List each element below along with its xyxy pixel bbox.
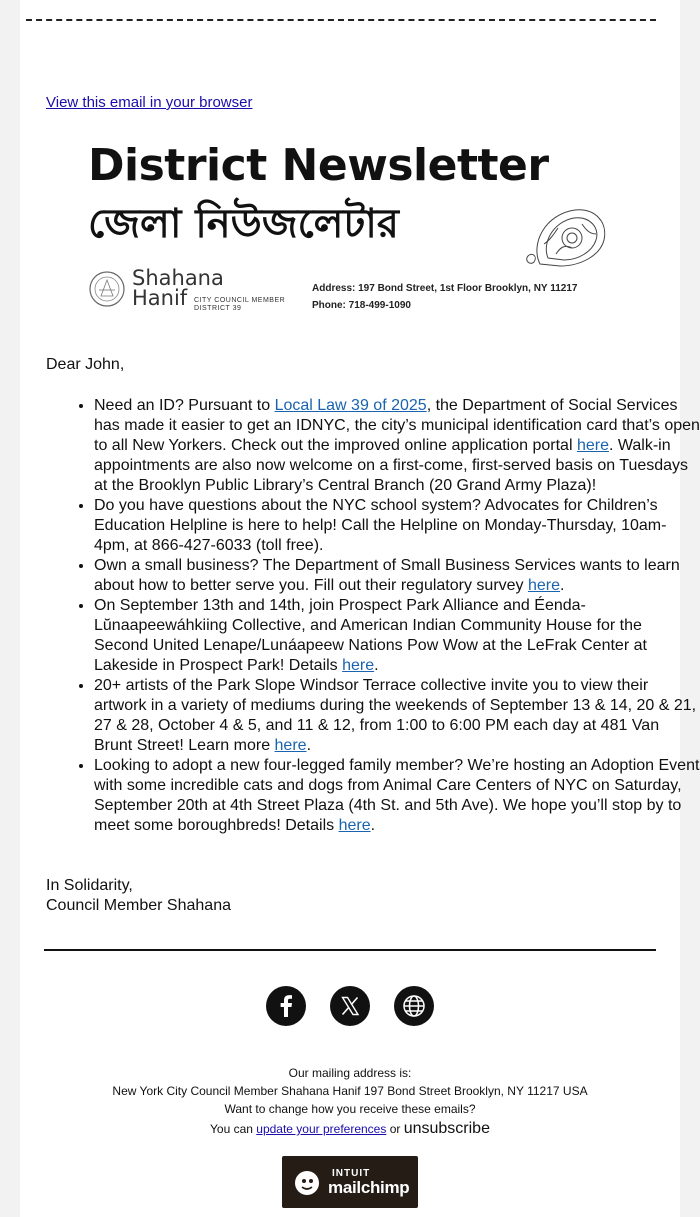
item-text: .: [306, 737, 312, 754]
item-text: 20+ artists of the Park Slope Windsor Terrace collective invite you to view their artwork in a variety of mediums during the weekends of September 13 & 14, 20 & 21, 27 & 28, October 4 & 5, and 11 & 12, from 1:00 to 6:00 PM each day at 481 Van Brunt Street! Learn more: [94, 677, 697, 754]
item-text: .: [370, 817, 376, 834]
council-member-role: [194, 297, 285, 313]
greeting: Dear John,: [46, 356, 125, 373]
role-line-1: CITY COUNCIL MEMBER: [194, 297, 286, 304]
item-text: On September 13th and 14th, join Prospect Park Alliance and Éenda-Lŭnaapeewáhkiing Collective, and American Indian Community House for the Second United Lenape/Lunáapeew Nations Pow Wow at the LeFrak Center at Lakeside in Prospect Park! Details: [94, 597, 647, 674]
mandala-ornament-icon: [520, 204, 610, 270]
nyc-seal-icon: [88, 270, 126, 308]
item-text: Own a small business? The Department of Small Business Services wants to learn about how to better serve you. Fill out their regulatory survey: [94, 557, 680, 594]
freddie-logo-icon: [292, 1168, 322, 1198]
signoff-line-2: Council Member Shahana: [46, 897, 231, 914]
facebook-button[interactable]: [266, 986, 306, 1026]
change-question: Want to change how you receive these emails?: [224, 1102, 476, 1116]
list-item: [94, 496, 700, 556]
list-item: [94, 676, 700, 756]
item-text: .: [374, 657, 379, 674]
top-dashed-divider: [26, 19, 656, 21]
you-can-text: You can: [210, 1122, 257, 1136]
signoff: [46, 876, 231, 916]
facebook-icon: [266, 986, 306, 1026]
globe-icon: [394, 986, 434, 1026]
office-phone: Phone: 718-499-1090: [312, 300, 411, 311]
or-text: or: [386, 1122, 404, 1136]
item-text: . Walk-in appointments are also now welcome on a first-come, first-served basis on Tuesdays at the Brooklyn Public Library’s Central Branch (20 Grand Army Plaza)!: [94, 437, 689, 494]
list-item: [94, 596, 700, 676]
first-name: Shahana: [132, 266, 224, 290]
mailing-address: New York City Council Member Shahana Hanif 197 Bond Street Brooklyn, NY 11217 USA: [112, 1084, 588, 1098]
item-text: .: [560, 577, 565, 594]
idnyc-portal-link[interactable]: here: [576, 437, 609, 454]
last-name: Hanif: [132, 286, 188, 310]
mailchimp-badge[interactable]: [282, 1156, 418, 1208]
mailing-address-label: Our mailing address is:: [288, 1066, 412, 1080]
pow-wow-details-link[interactable]: here: [342, 657, 375, 674]
item-text: Need an ID? Pursuant to: [94, 397, 275, 414]
office-contact: [312, 280, 577, 314]
x-icon: [330, 986, 370, 1026]
role-line-2: DISTRICT 39: [194, 305, 242, 312]
item-text: Looking to adopt a new four-legged family member? We’re hosting an Adoption Event with some incredible cats and dogs from Animal Care Centers of NYC on Saturday, September 20th at 4th Street Plaza (4th St. and 5th Ave). We hope you’ll stop by to meet some boroughbreds! Details: [94, 757, 700, 834]
view-in-browser-link[interactable]: View this email in your browser: [46, 94, 253, 111]
preferences-line: [20, 1120, 680, 1138]
update-preferences-link[interactable]: update your preferences: [256, 1122, 387, 1136]
newsletter-title: District Newsletter: [88, 140, 549, 191]
intuit-label: INTUIT: [332, 1168, 371, 1179]
newsletter-title-bengali: জেলা নিউজলেটার: [88, 201, 399, 247]
artists-learn-more-link[interactable]: here: [274, 737, 307, 754]
x-button[interactable]: [330, 986, 370, 1026]
local-law-link[interactable]: Local Law 39 of 2025: [274, 397, 427, 414]
list-item: [94, 396, 700, 496]
footer-divider: [44, 949, 656, 951]
list-item: [94, 556, 700, 596]
list-item: [94, 756, 700, 836]
news-items-list: [46, 396, 700, 836]
unsubscribe-link[interactable]: unsubscribe: [403, 1120, 490, 1137]
mailchimp-label: mailchimp: [328, 1178, 410, 1197]
signoff-line-1: In Solidarity,: [46, 877, 133, 894]
item-text: , the Department of Social Services has made it easier to get an IDNYC, the city’s municipal identification card that’s open to all New Yorkers. Check out the improved online application portal: [94, 397, 700, 454]
survey-link[interactable]: here: [528, 577, 561, 594]
office-address: Address: 197 Bond Street, 1st Floor Brooklyn, NY 11217: [312, 283, 578, 294]
adoption-details-link[interactable]: here: [338, 817, 371, 834]
website-button[interactable]: [394, 986, 434, 1026]
item-text: Do you have questions about the NYC school system? Advocates for Children’s Education Helpline is here to help! Call the Helpline on Monday-Thursday, 10am-4pm, at 866-427-6033 (toll free).: [94, 497, 667, 554]
